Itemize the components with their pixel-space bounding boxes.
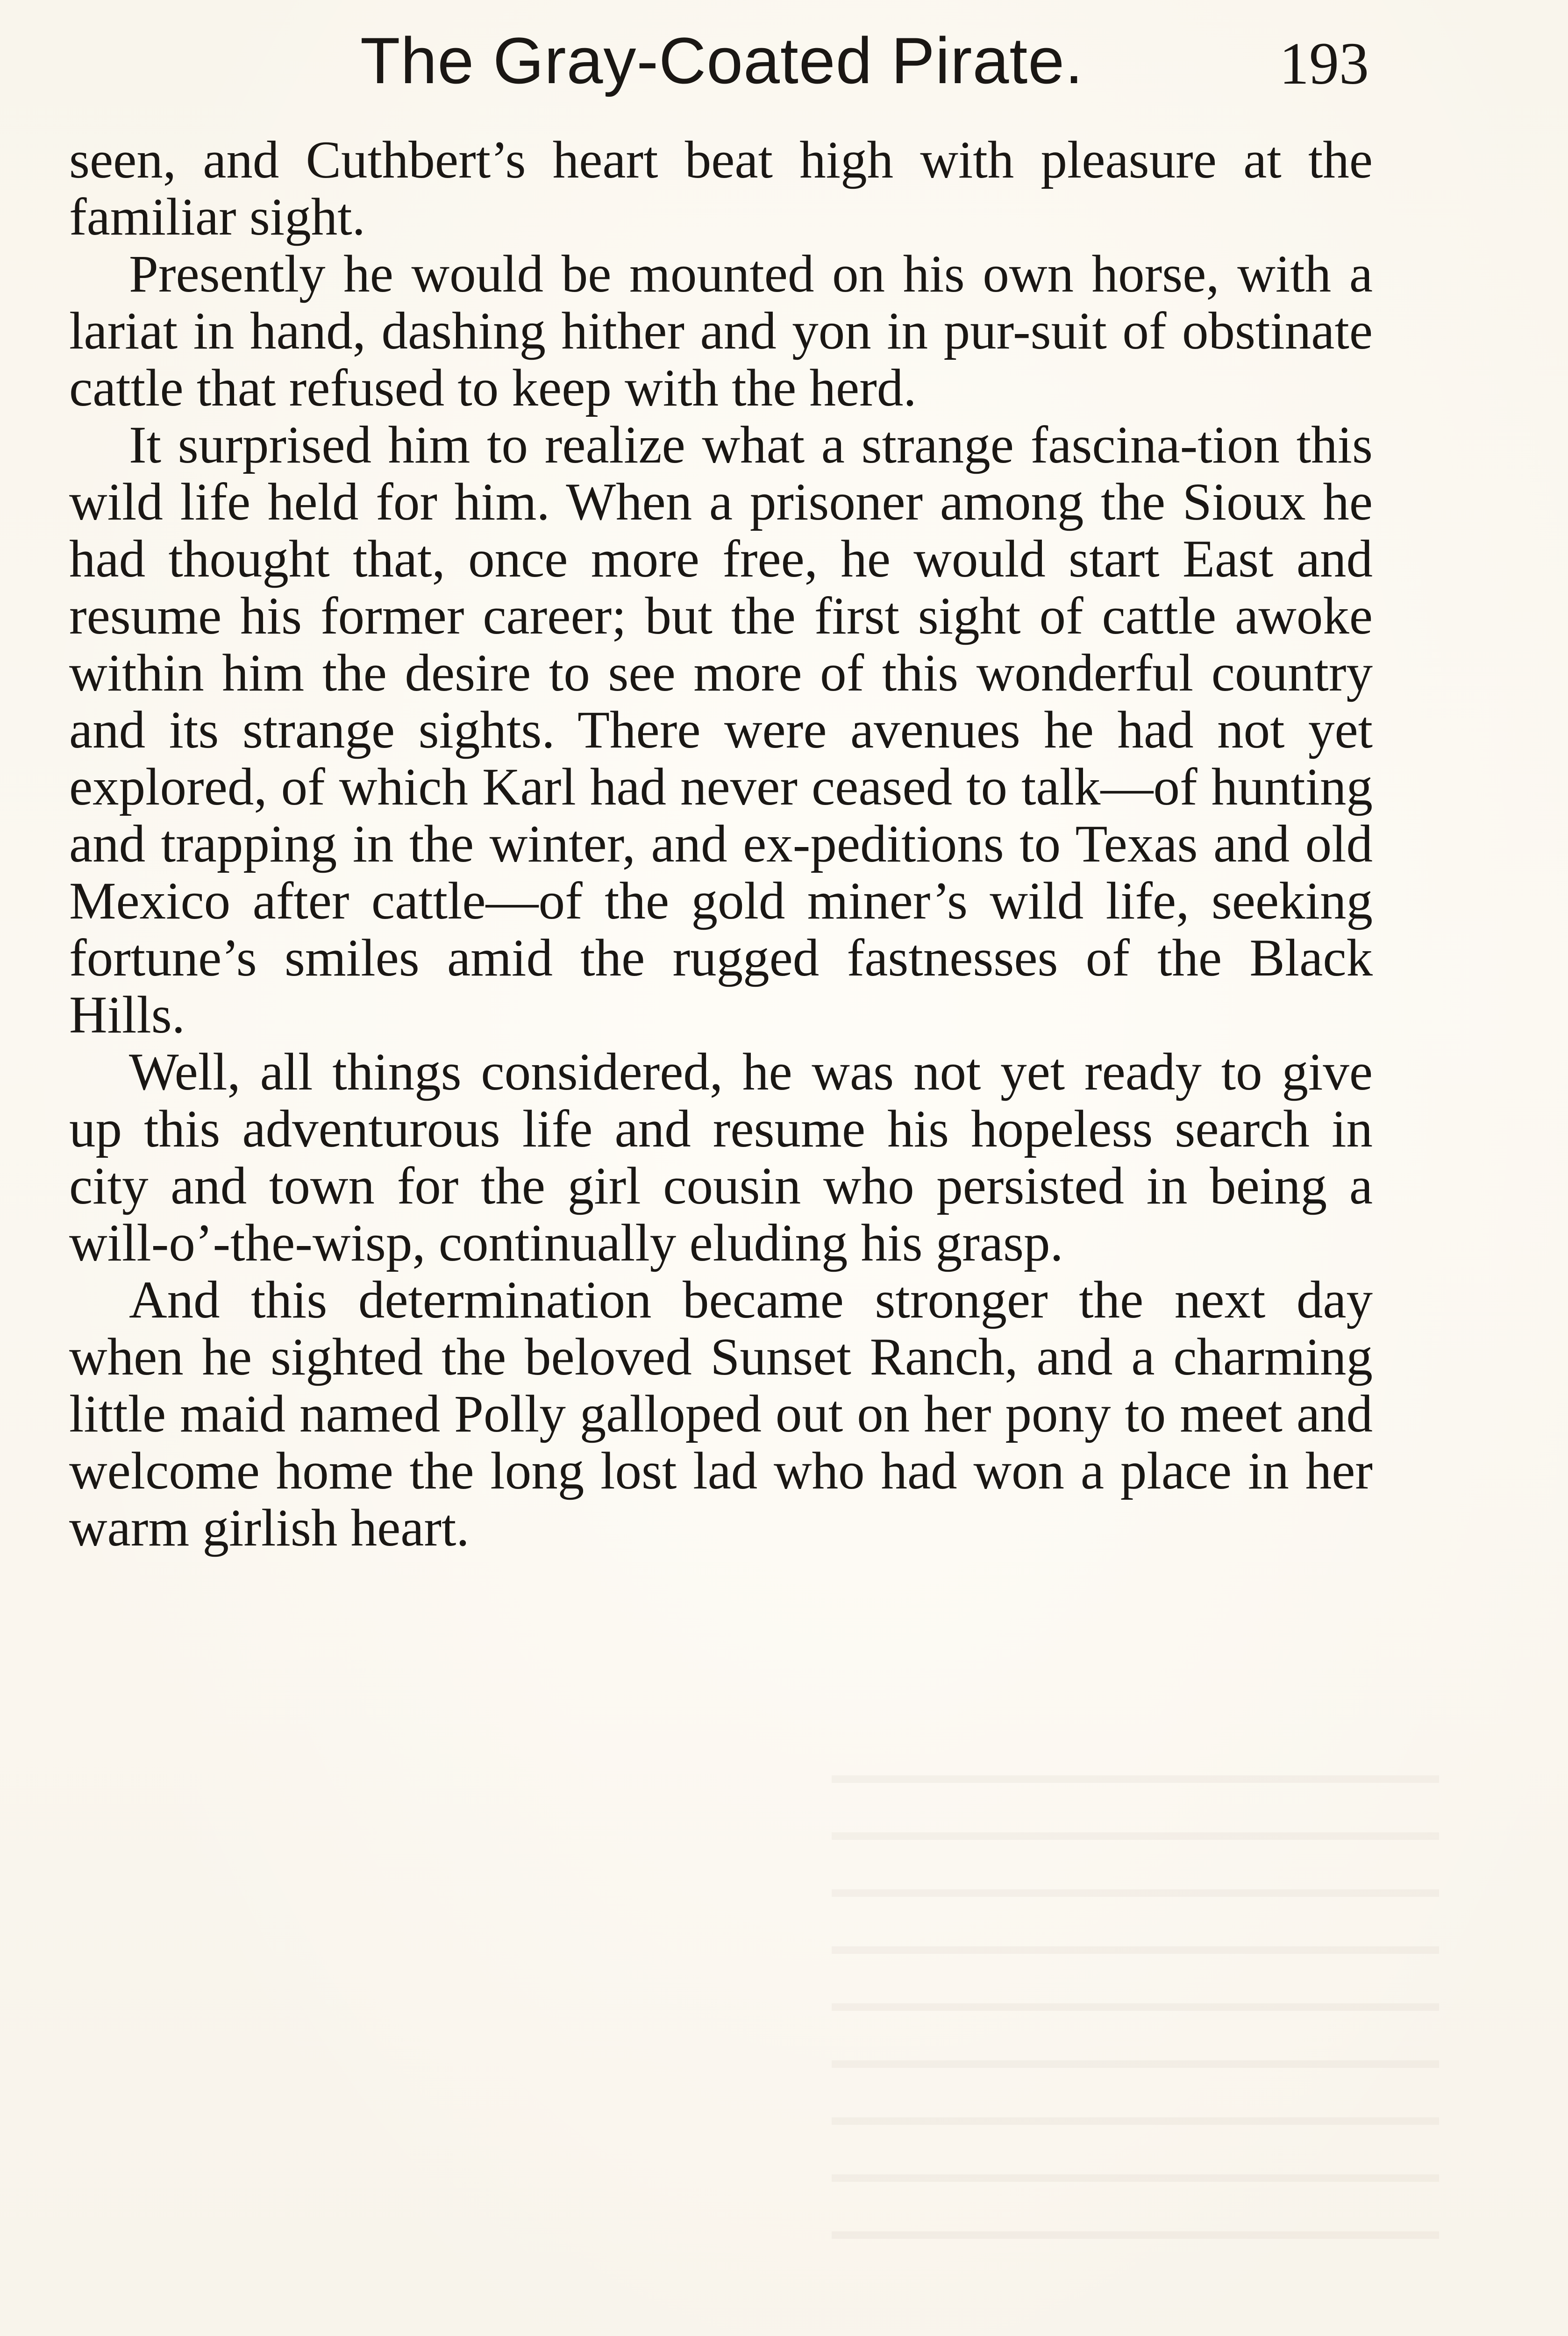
page-header [75, 19, 1369, 103]
paragraph: Well, all things considered, he was not yet ready to give up this adventurous life and resume his hopeless search in city and town for the girl cousin who persisted in being a will-o’-the-wisp, continually eluding his grasp. [69, 1043, 1373, 1272]
body-text [69, 132, 1373, 1557]
page-number: 193 [1279, 30, 1369, 97]
paragraph: It surprised him to realize what a strange fascina-tion this wild life held for him. When a prisoner among the Sioux he had thought that, once more free, he would start East and resume his former career; but the first sight of cattle awoke within him the desire to see more of this wonderful country and its strange sights. There were avenues he had not yet explored, of which Karl had never ceased to talk—of hunting and trapping in the winter, and ex-peditions to Texas and old Mexico after cattle—of the gold miner’s wild life, seeking fortune’s smiles amid the rugged fastnesses of the Black Hills. [69, 416, 1373, 1044]
running-title: The Gray-Coated Pirate. [360, 24, 1084, 97]
paragraph-continuation: seen, and Cuthbert’s heart beat high with pleasure at the familiar sight. [69, 131, 1373, 246]
show-through-text [832, 1738, 1439, 2275]
paragraph: And this determination became stronger the next day when he sighted the beloved Sunset Ranch, and a charming little maid named Polly galloped out on her pony to meet and welcome home the long lost lad who had won a place in her warm girlish heart. [69, 1271, 1373, 1557]
paragraph: Presently he would be mounted on his own horse, with a lariat in hand, dashing hither and yon in pur-suit of obstinate cattle that refused to keep with the herd. [69, 245, 1373, 417]
